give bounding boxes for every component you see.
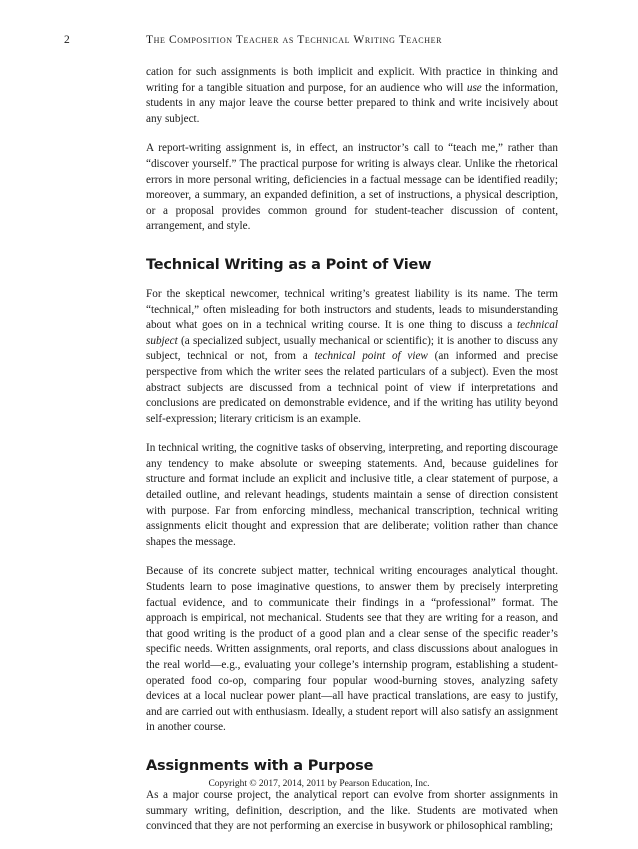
paragraph-2: A report-writing assignment is, in effect, an instructor’s call to “teach me,” rather than “discover yourself.” The practical purpose for writing is always clear. Unlike the rhetorical errors in more personal writing, deficiencies in a factual message can be identified readily; moreover, a summary, an expanded definition, a set of instructions, a physical description, or a proposal provides common ground for student-teacher discussion of content, arrangement, and style. bbox=[146, 142, 558, 233]
paragraph-3 bbox=[146, 287, 558, 427]
page-body bbox=[146, 65, 558, 849]
paragraph-3-text-a: For the skeptical newcomer, technical writing’s greatest liability is its name. The term “technical,” often misleading for both instructors and students, leads to misunderstanding about what goes on in a technical writing course. It is one thing to discuss a bbox=[146, 287, 558, 332]
paragraph-3-emphasis-2: technical point of view bbox=[314, 350, 428, 363]
running-head: The Composition Teacher as Technical Writing Teacher bbox=[146, 34, 443, 46]
paragraph-3-text-b: (a specialized subject, usually mechanical or scientific); it is another to discuss any subject, technical or not, from a bbox=[146, 334, 558, 363]
copyright-footer: Copyright © 2017, 2014, 2011 by Pearson Education, Inc. bbox=[208, 779, 430, 789]
section-heading-point-of-view: Technical Writing as a Point of View bbox=[146, 256, 432, 273]
paragraph-5: Because of its concrete subject matter, technical writing encourages analytical thought. Students learn to pose imaginative questions, to answer them by precisely interpreting factual evidence, and to communicate their findings in a “professional” format. The approach is empirical, not mechanical. Students see that they are writing for a reason, and that good writing is the product of a good plan and a clear sense of the specific reader’s specific needs. Written assignments, oral reports, and class discussions about analogues in the real world—e.g., evaluating your college’s internship program, establishing a student-operated food co-op, comparing four popular wood-burning stoves, analyzing safety devices at a local nuclear power plant—all have practical translations, are easy to justify, and are carried out with enthusiasm. Ideally, a student report will also satisfy an assignment in another course. bbox=[146, 565, 558, 734]
paragraph-1-text-a: cation for such assignments is both implicit and explicit. With practice in thinking and writing for a tangible situation and purpose, for an audience who will bbox=[146, 66, 558, 94]
paragraph-1-text-b: the information, students in any major leave the course better prepared to think and write incisively about any subject. bbox=[146, 81, 558, 125]
paragraph-4: In technical writing, the cognitive tasks of observing, interpreting, and reporting discourage any tendency to make absolute or sweeping statements. And, because guidelines for structure and format include an explicit and inclusive title, a clear statement of purpose, a detailed outline, and relevant headings, students maintain a sense of direction consistent with purpose. Far from enforcing mindless, mechanical transcription, technical writing assignments elicit thought and expression that are deliberate; volition rather than chance shapes the message. bbox=[146, 442, 558, 548]
paragraph-3-emphasis-1: technical subject bbox=[146, 319, 558, 347]
page-number: 2 bbox=[64, 34, 70, 46]
section-heading-assignments: Assignments with a Purpose bbox=[146, 757, 374, 774]
paragraph-1-emphasis: use bbox=[466, 81, 482, 94]
paragraph-6: As a major course project, the analytical report can evolve from shorter assignments in summary writing, definition, description, and the like. Students are motivated when convinced that they are not performing an exercise in busywork or philosophical rambling; bbox=[146, 788, 558, 833]
paragraph-3-text-c: (an informed and precise perspective from which the writer sees the related particulars of a subject). Even the most abstract subjects are discussed from a technical point of view if interpretations and conclusions are predicated on demonstrable evidence, and if the writing has utility beyond self-expression; literary criticism is an example. bbox=[146, 350, 558, 425]
paragraph-1 bbox=[146, 65, 558, 127]
